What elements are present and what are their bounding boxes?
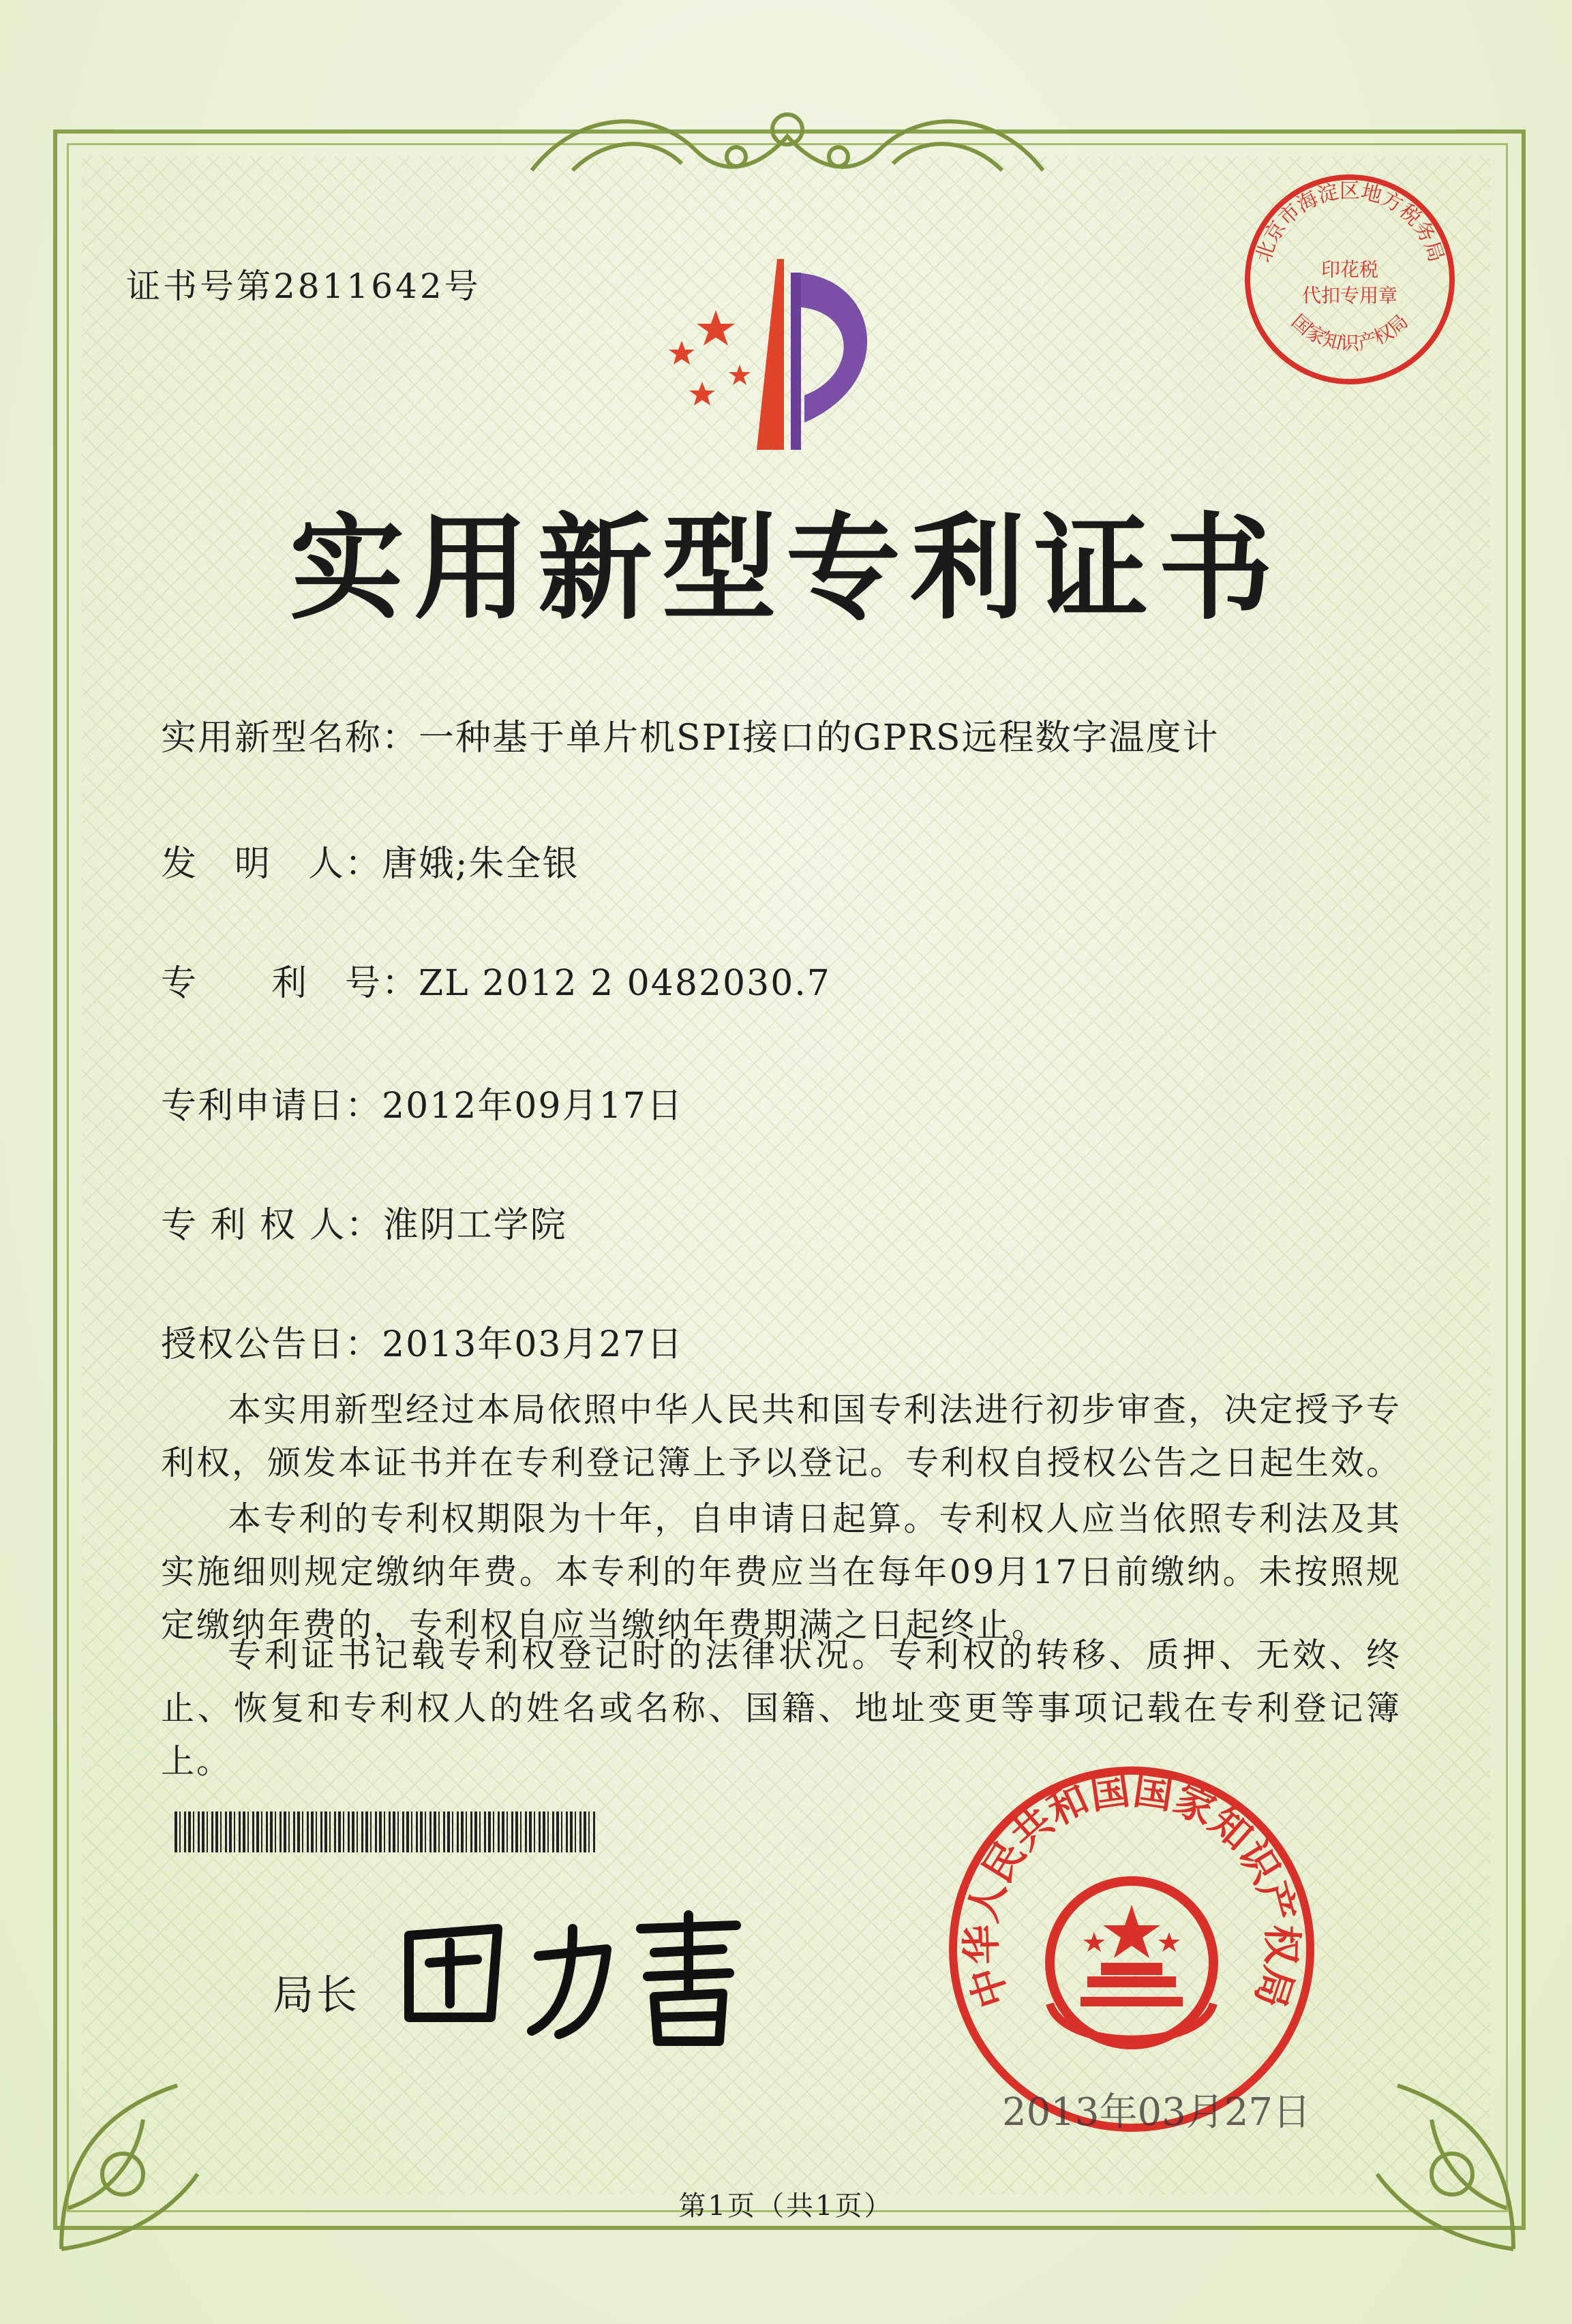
tax-stamp-bottom-text: 国家知识产权局 — [1287, 309, 1412, 355]
field-grant-date — [161, 1315, 684, 1366]
barcode — [175, 1811, 597, 1852]
bottom-right-ornament-icon — [1357, 2004, 1534, 2263]
paragraph-grant-notice: 本实用新型经过本局依照中华人民共和国专利法进行初步审查，决定授予专利权，颁发本证书并在专利登记簿上予以登记。专利权自授权公告之日起生效。 — [161, 1390, 1402, 1482]
field-inventor — [161, 835, 579, 886]
tax-stamp-ring-text: 北京市海淀区地方税务局 — [1251, 179, 1449, 266]
paragraph-term-notice: 本专利的专利权期限为十年，自申请日起算。专利权人应当依照专利法及其实施细则规定缴纳年费。本专利的年费应当在每年09月17日前缴纳。未按照规定缴纳年费的，专利权自应当缴纳年费期满之日起终止。 — [161, 1499, 1402, 1645]
field-value: 唐娥;朱全银 — [382, 844, 579, 885]
director-signature — [382, 1888, 764, 2051]
bottom-left-ornament-icon — [41, 2004, 218, 2263]
seal-date: 2013年03月27日 — [1002, 2090, 1312, 2135]
field-value: 一种基于单片机SPI接口的GPRS远程数字温度计 — [419, 718, 1220, 759]
top-ornament-icon — [518, 95, 1057, 191]
field-value: 淮阴工学院 — [382, 1205, 567, 1246]
field-label: 实用新型名称： — [161, 718, 419, 759]
tax-stamp — [1237, 167, 1462, 392]
national-emblem-icon — [1050, 1881, 1213, 2045]
patent-office-logo-icon — [654, 245, 927, 463]
paragraph-legal-status: 专利证书记载专利权登记时的法律状况。专利权的转移、质押、无效、终止、恢复和专利权人的姓名或名称、国籍、地址变更等事项记载在专利登记簿上。 — [161, 1636, 1402, 1781]
field-label: 专 利 权 人： — [161, 1205, 383, 1246]
field-patentee — [161, 1196, 567, 1247]
field-value: ZL 2012 2 0482030.7 — [419, 963, 831, 1004]
official-seal-text: 中华人民共和国国家知识产权局 — [958, 1767, 1305, 2014]
certificate-title: 实用新型专利证书 — [290, 500, 1282, 635]
field-label: 发 明 人： — [161, 844, 382, 885]
page-number: 第1页（共1页） — [678, 2190, 894, 2222]
field-application-date — [161, 1077, 684, 1128]
field-label: 授权公告日： — [161, 1324, 382, 1365]
tax-stamp-line1: 印花税 — [1320, 258, 1379, 281]
certificate-number: 证书号第2811642号 — [126, 266, 481, 306]
field-label: 专 利 号： — [161, 963, 419, 1004]
director-label: 局长 — [273, 1972, 360, 2019]
svg-text:中华人民共和国国家知识产权局 — [958, 1767, 1305, 2013]
field-value: 2013年03月27日 — [382, 1324, 684, 1365]
svg-text:国家知识产权局 — [1287, 310, 1412, 354]
svg-text:北京市海淀区地方税务局 — [1252, 179, 1449, 265]
field-label: 专利申请日： — [161, 1086, 382, 1127]
tax-stamp-line2: 代扣专用章 — [1301, 284, 1398, 307]
field-patent-number — [161, 954, 831, 1005]
field-value: 2012年09月17日 — [382, 1086, 684, 1127]
field-utility-model-name — [161, 709, 1219, 760]
